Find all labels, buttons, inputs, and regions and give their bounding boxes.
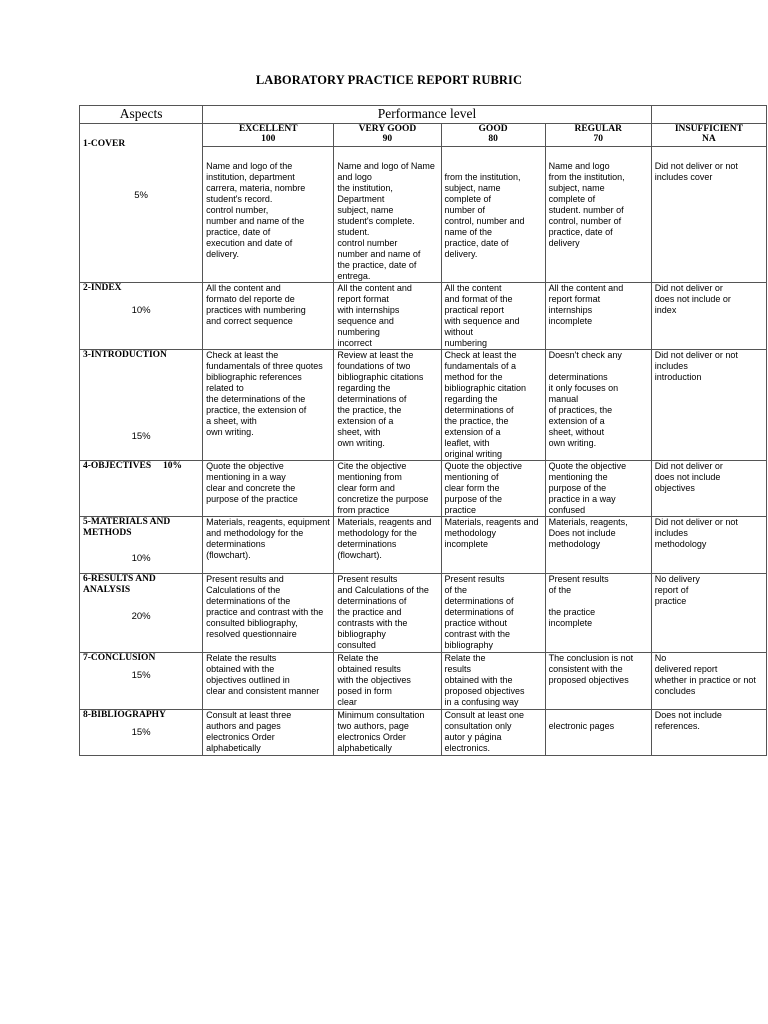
criteria-cell: Did not deliver or does not include or index [651, 283, 766, 350]
aspect-name: 7-CONCLUSION [83, 653, 156, 663]
level-name: EXCELLENT [238, 124, 298, 134]
rubric-row-index [80, 283, 767, 350]
criteria-cell: electronic pages [545, 710, 651, 756]
aspect-cell [80, 138, 203, 283]
criteria-cell: All the content and report format internships incomplete [545, 283, 651, 350]
criteria-cell: Present results of the determinations of determinations of practice without contrast with the bibliography [441, 574, 545, 653]
rubric-row-objectives [80, 461, 767, 517]
rubric-row-conclusion [80, 653, 767, 710]
level-insufficient [651, 124, 766, 147]
aspect-weight: 10% [131, 553, 151, 564]
aspect-name: 6-RESULTS AND ANALYSIS [83, 574, 156, 595]
criteria-cell: Check at least the fundamentals of three quotes bibliographic references related to the determinations of the practice, the extension of a sheet, with own writing. [203, 350, 334, 461]
aspect-weight: 15% [131, 727, 151, 738]
criteria-cell: Did not deliver or not includes methodology [651, 517, 766, 574]
rubric-row-bibliography [80, 710, 767, 756]
criteria-cell: Materials, reagents, equipment and methodology for the determinations (flowchart). [203, 517, 334, 574]
level-very-good [334, 124, 441, 147]
rubric-table [79, 105, 767, 756]
criteria-cell: Quote the objective mentioning of clear form the purpose of the practice [441, 461, 545, 517]
criteria-cell: Review at least the foundations of two bibliographic citations regarding the determinations of the practice, the extension of a sheet, with own writing. [334, 350, 441, 461]
level-score: NA [702, 134, 716, 144]
criteria-cell: Name and logo of Name and logo the institution, Department subject, name student's complete. student. control number number and name of the practice, date of entrega. [334, 147, 441, 283]
criteria-cell: All the content and format of the practical report with sequence and without numbering [441, 283, 545, 350]
criteria-cell: Present results of the the practice incomplete [545, 574, 651, 653]
criteria-cell: Quote the objective mentioning the purpose of the practice in a way confused [545, 461, 651, 517]
aspect-cell [80, 283, 203, 350]
criteria-cell: Minimum consultation two authors, page electronics Order alphabetically [334, 710, 441, 756]
aspect-cell [80, 653, 203, 710]
rubric-row-results-analysis [80, 574, 767, 653]
performance-level-header: Performance level [203, 106, 652, 124]
criteria-cell: Quote the objective mentioning in a way clear and concrete the purpose of the practice [203, 461, 334, 517]
level-score: 90 [382, 134, 393, 144]
level-score: 80 [488, 134, 498, 144]
aspect-cell [80, 461, 203, 517]
criteria-cell: All the content and formato del reporte de practices with numbering and correct sequence [203, 283, 334, 350]
criteria-cell: Present results and Calculations of the determinations of the practice and contrast with the consulted bibliography, resolved questionnaire [203, 574, 334, 653]
aspect-name: 3-INTRODUCTION [83, 350, 167, 360]
level-name: VERY GOOD [358, 124, 417, 134]
level-score: 100 [261, 134, 276, 144]
criteria-cell: Cite the objective mentioning from clear form and concretize the purpose from practice [334, 461, 441, 517]
criteria-cell: Check at least the fundamentals of a method for the bibliographic citation regarding the determinations of the practice, the extension of a leaflet, with original writing [441, 350, 545, 461]
criteria-cell: Name and logo from the institution, subject, name complete of student. number of control, number of practice, date of delivery [545, 147, 651, 283]
criteria-cell: Materials, reagents, Does not include methodology [545, 517, 651, 574]
criteria-cell: Did not deliver or not includes cover [651, 147, 766, 283]
criteria-cell: Did not deliver or not includes introduction [651, 350, 766, 461]
header-blank-cell [651, 106, 766, 124]
criteria-cell: Does not include references. [651, 710, 766, 756]
aspect-name: 5-MATERIALS AND METHODS [83, 517, 171, 538]
criteria-cell: Doesn't check any determinations it only focuses on manual of practices, the extension of a sheet, without own writing. [545, 350, 651, 461]
criteria-cell: Present results and Calculations of the determinations of the practice and contrasts with the bibliography consulted [334, 574, 441, 653]
header-row [80, 106, 767, 124]
aspect-name: 1-COVER [83, 138, 126, 149]
criteria-cell: No delivery report of practice [651, 574, 766, 653]
level-regular [545, 124, 651, 147]
criteria-cell: Relate the results obtained with the objectives outlined in clear and consistent manner [203, 653, 334, 710]
rubric-row-cover [80, 147, 767, 283]
aspect-weight: 10% [131, 305, 151, 316]
aspect-weight: 20% [131, 611, 151, 622]
level-good [441, 124, 545, 147]
aspect-name: 8-BIBLIOGRAPHY [83, 710, 166, 720]
level-name: REGULAR [574, 124, 622, 134]
criteria-cell: No delivered report whether in practice or not concludes [651, 653, 766, 710]
aspect-name: 2-INDEX [83, 283, 122, 293]
criteria-cell: Name and logo of the institution, department carrera, materia, nombre student's record. control number, number and name of the practice, date of execution and date of delivery. [203, 147, 334, 283]
criteria-cell: Relate the obtained results with the objectives posed in form clear [334, 653, 441, 710]
criteria-cell: The conclusion is not consistent with the proposed objectives [545, 653, 651, 710]
aspect-cell [80, 574, 203, 653]
criteria-cell: Did not deliver or does not include objectives [651, 461, 766, 517]
level-score: 70 [593, 134, 603, 144]
criteria-cell: from the institution, subject, name complete of number of control, number and name of the practice, date of delivery. [441, 147, 545, 283]
aspect-weight: 15% [131, 431, 151, 442]
aspect-cell [80, 517, 203, 574]
aspect-cell [80, 350, 203, 461]
level-name: GOOD [478, 124, 508, 134]
rubric-row-introduction [80, 350, 767, 461]
aspect-weight: 15% [131, 670, 151, 681]
criteria-cell: Materials, reagents and methodology incomplete [441, 517, 545, 574]
level-name: INSUFFICIENT [674, 124, 743, 134]
aspects-header: Aspects [80, 106, 203, 124]
document-title: LABORATORY PRACTICE REPORT RUBRIC [255, 73, 523, 87]
aspect-cell [80, 710, 203, 756]
level-excellent [203, 124, 334, 147]
rubric-row-materials-methods [80, 517, 767, 574]
aspect-weight: 5% [134, 189, 148, 201]
criteria-cell: Relate the results obtained with the proposed objectives in a confusing way [441, 653, 545, 710]
criteria-cell: Materials, reagents and methodology for the determinations (flowchart). [334, 517, 441, 574]
aspect-name: 4-OBJECTIVES 10% [83, 461, 182, 471]
criteria-cell: All the content and report format with internships sequence and numbering incorrect [334, 283, 441, 350]
criteria-cell: Consult at least one consultation only autor y página electronics. [441, 710, 545, 756]
criteria-cell: Consult at least three authors and pages electronics Order alphabetically [203, 710, 334, 756]
